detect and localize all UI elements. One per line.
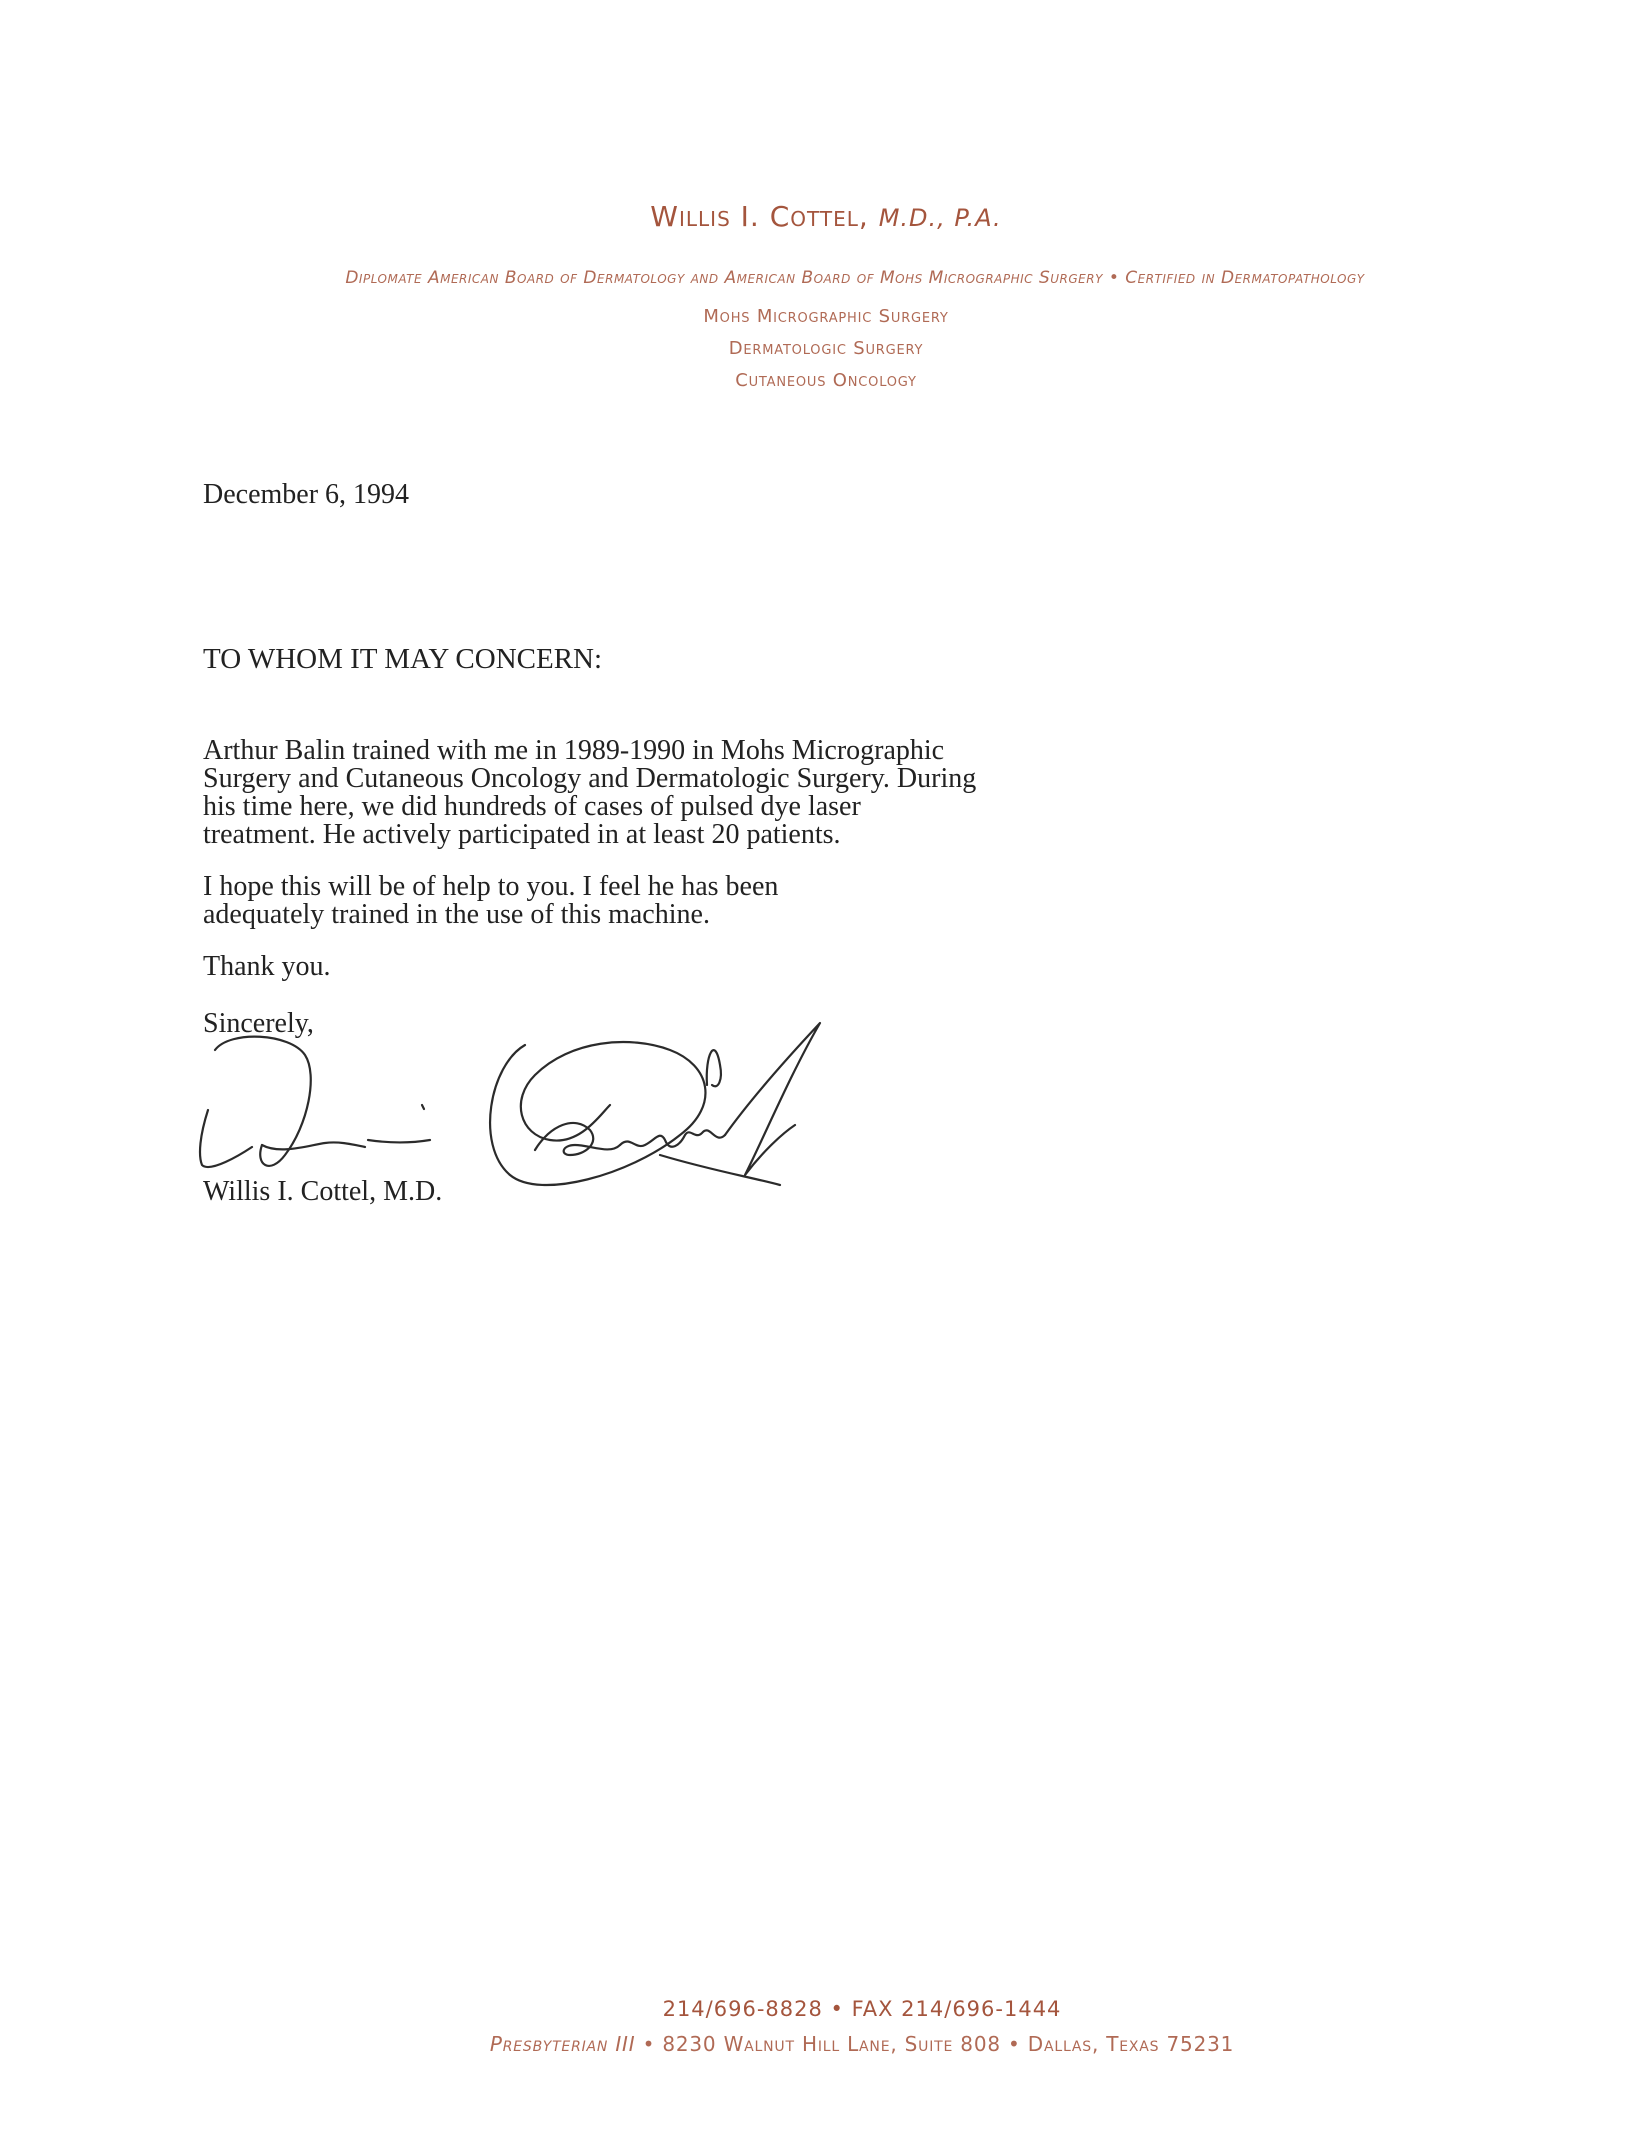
letter-salutation: TO WHOM IT MAY CONCERN:: [203, 643, 603, 675]
letter-date: December 6, 1994: [203, 479, 410, 510]
letterhead-specialty: Dermatologic Surgery: [728, 338, 924, 359]
paragraph-line: his time here, we did hundreds of cases of pulsed dye laser: [203, 791, 861, 822]
letterhead-specialty: Cutaneous Oncology: [735, 370, 917, 391]
letterhead-credentials: M.D., P.A.: [878, 204, 1002, 232]
paragraph-line: treatment. He actively participated in at least 20 patients.: [203, 819, 841, 850]
letterhead-specialty: Mohs Micrographic Surgery: [703, 306, 949, 327]
paragraph-line: Arthur Balin trained with me in 1989-1990 in Mohs Micrographic: [203, 735, 945, 766]
letterhead-certification: Diplomate American Board of Dermatology and American Board of Mohs Micrographic Surgery • Certified in Dermatopathology: [345, 268, 1365, 288]
paragraph-line: Surgery and Cutaneous Oncology and Dermatologic Surgery. During: [203, 763, 977, 794]
letterhead-name: [0, 200, 1652, 233]
paragraph-line: adequately trained in the use of this machine.: [203, 899, 710, 930]
letter-thanks: Thank you.: [203, 951, 331, 982]
letter-paragraph-1: [203, 737, 976, 849]
letterhead-physician-name: Willis I. Cottel,: [650, 200, 869, 233]
footer-street-address: • 8230 Walnut Hill Lane, Suite 808 • Dallas, Texas 75231: [635, 2032, 1235, 2056]
letter-paragraph-2: [203, 873, 778, 929]
footer-address: [36, 2032, 1652, 2056]
letter-signer-name: Willis I. Cottel, M.D.: [203, 1176, 443, 1207]
footer-phone-fax: 214/696-8828 • FAX 214/696-1444: [662, 1997, 1062, 2021]
footer-building: Presbyterian III: [489, 2032, 636, 2056]
letter-closing: Sincerely,: [203, 1008, 314, 1039]
paragraph-line: I hope this will be of help to you. I feel he has been: [203, 871, 779, 902]
